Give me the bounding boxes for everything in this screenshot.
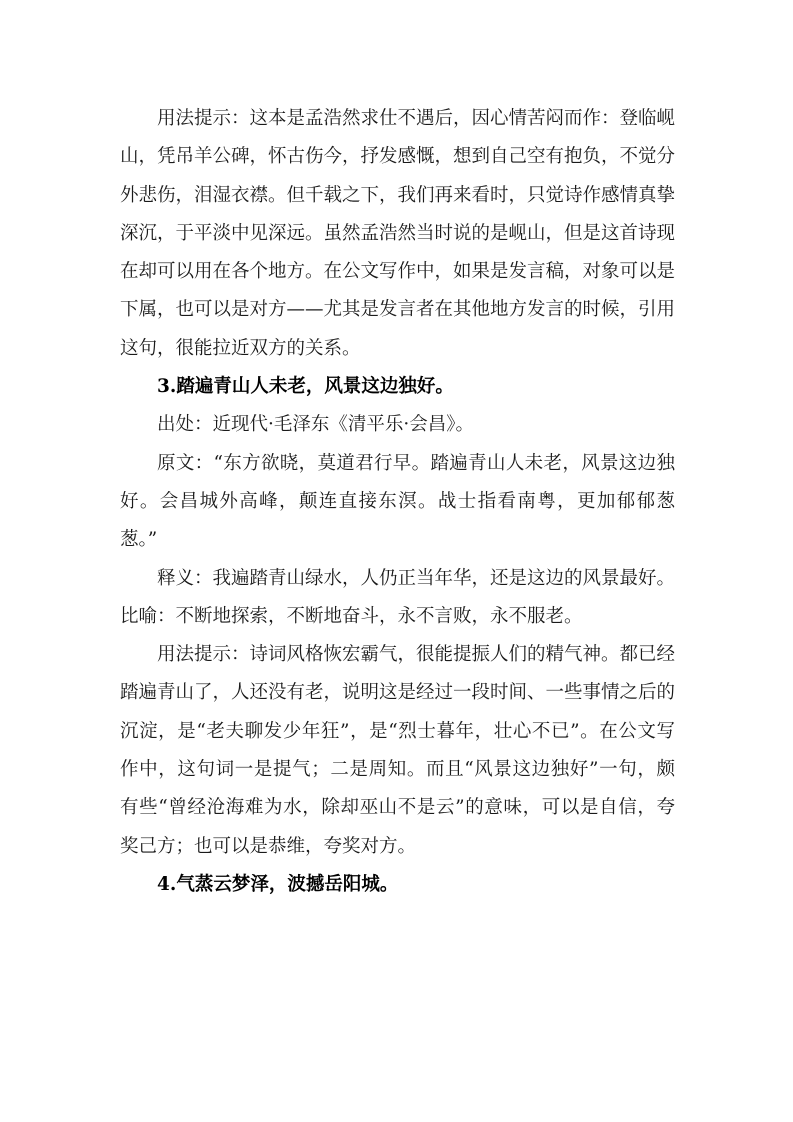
section-heading-3: 3.踏遍青山人未老，风景这边独好。 <box>157 376 454 398</box>
source-paragraph: 出处：近现代·毛泽东《清平乐·会昌》。 <box>157 414 475 436</box>
usage-tip-paragraph: 用法提示：这本是孟浩然求仕不遇后，因心情苦闷而作：登临岘山，凭吊羊公碑，怀古伤今，抒发感慨，想到自己空有抱负，不觉分外悲伤，泪湿衣襟。但千载之下，我们再来看时，只觉诗作感情真挚深沉，于平淡中见深远。虽然孟浩然当时说的是岘山，但是这首诗现在却可以用在各个地方。在公文写作中，如果是发言稿，对象可以是下属，也可以是对方——尤其是发言者在其他地方发言的时候，引用这句，很能拉近双方的关系。 <box>120 108 676 359</box>
original-text-paragraph: 原文：“东方欲晓，莫道君行早。踏遍青山人未老，风景这边独好。会昌城外高峰，颠连直接东溟。战士指看南粤，更加郁郁葱葱。” <box>120 452 675 551</box>
interpretation-paragraph: 释义：我遍踏青山绿水，人仍正当年华，还是这边的风景最好。比喻：不断地探索，不断地奋斗，永不言败，永不服老。 <box>120 567 676 627</box>
usage-tip-paragraph: 用法提示：诗词风格恢宏霸气，很能提振人们的精气神。都已经踏遍青山了，人还没有老，说明这是经过一段时间、一些事情之后的沉淀，是“老夫聊发少年狂”，是“烈士暮年，壮心不已”。在公文写作中，这句词一是提气；二是周知。而且“风景这边独好”一句，颇有些“曾经沧海难为水，除却巫山不是云”的意味，可以是自信，夸奖己方；也可以是恭维，夸奖对方。 <box>120 644 676 857</box>
document-body <box>120 100 675 904</box>
section-heading-4: 4.气蒸云梦泽，波撼岳阳城。 <box>157 873 399 895</box>
